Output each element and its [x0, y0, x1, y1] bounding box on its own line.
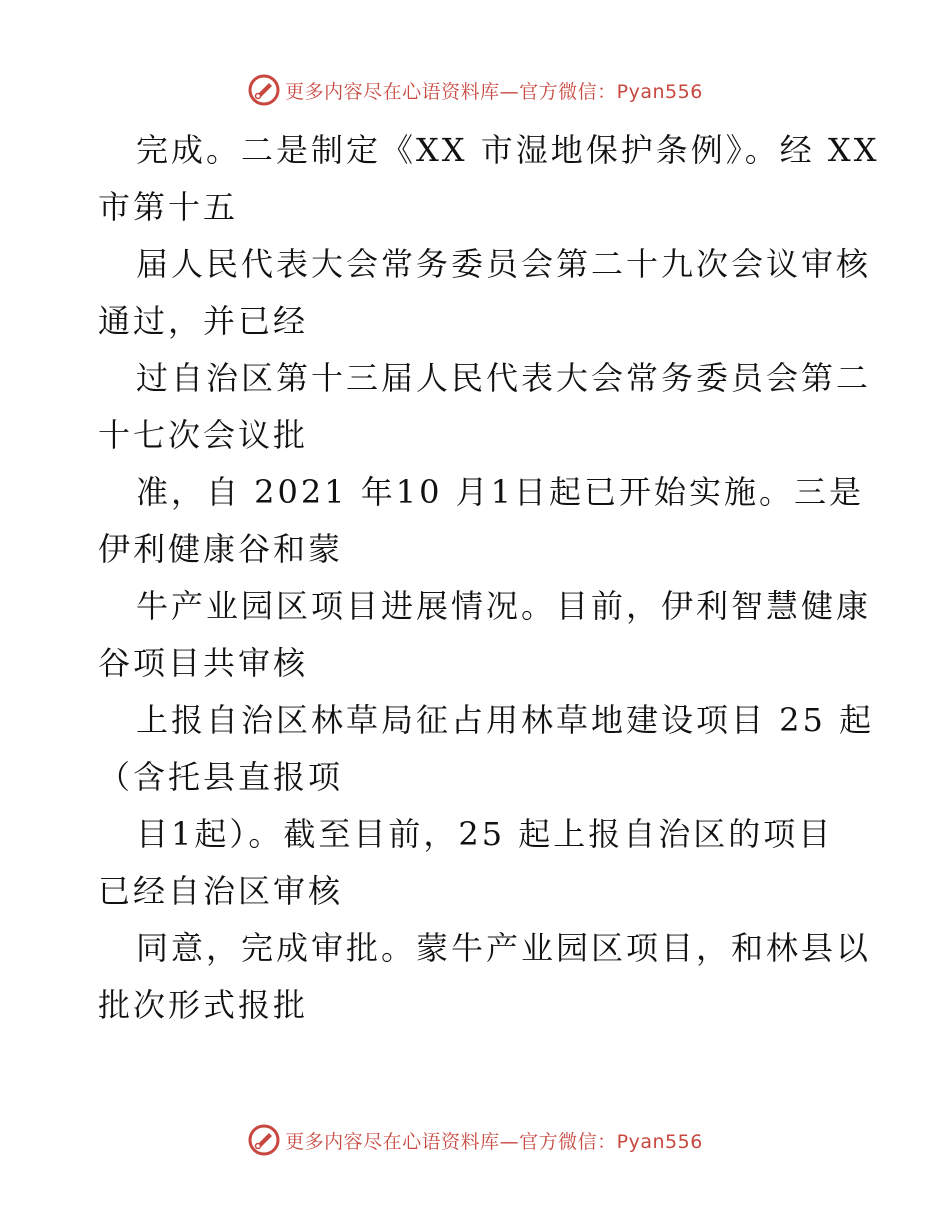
body-line: 牛产业园区项目进展情况。目前，伊利智慧健康	[136, 587, 872, 625]
body-line: 十七次会议批	[98, 416, 309, 454]
document-body	[98, 122, 880, 1034]
body-line: 过自治区第十三届人民代表大会常务委员会第二	[136, 359, 872, 397]
body-line: 通过，并已经	[98, 302, 309, 340]
header-banner-text: 更多内容尽在心语资料库—官方微信：Pyan556	[285, 80, 703, 103]
body-line: 上报自治区林草局征占用林草地建设项目 25 起	[136, 701, 875, 739]
footer-banner	[0, 1120, 950, 1160]
body-line: 已经自治区审核	[98, 872, 344, 910]
body-line: 目1起）。截至目前，25 起上报自治区的项目	[136, 815, 834, 853]
body-line: 届人民代表大会常务委员会第二十九次会议审核	[136, 245, 872, 283]
logo-icon	[247, 1123, 281, 1157]
footer-banner-text: 更多内容尽在心语资料库—官方微信：Pyan556	[285, 1130, 703, 1153]
body-line: （含托县直报项	[98, 758, 344, 796]
body-line: 批次形式报批	[98, 986, 309, 1024]
body-line: 谷项目共审核	[98, 644, 309, 682]
body-line: 同意，完成审批。蒙牛产业园区项目，和林县以	[136, 929, 872, 967]
body-line: 准，自 2021 年10 月1日起已开始实施。三是	[136, 473, 865, 511]
body-line: 市第十五	[98, 188, 239, 226]
body-line: 完成。二是制定《XX 市湿地保护条例》。经 XX	[136, 131, 880, 169]
body-line: 伊利健康谷和蒙	[98, 530, 344, 568]
header-banner	[0, 70, 950, 110]
logo-icon	[247, 73, 281, 107]
